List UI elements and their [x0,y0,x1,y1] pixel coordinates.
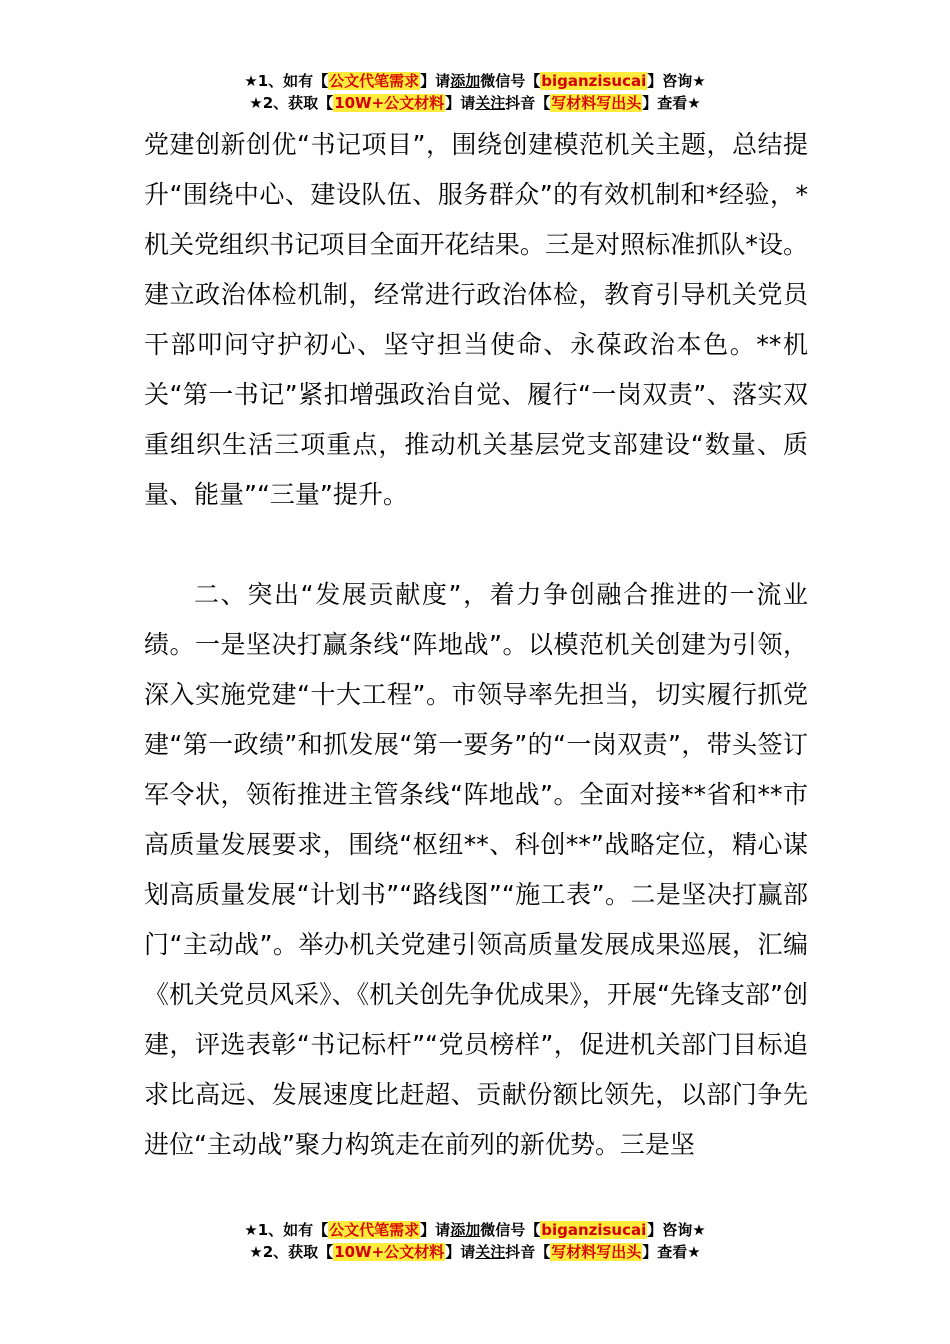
paragraph-2: 二、突出“发展贡献度”，着力争创融合推进的一流业绩。一是坚决打赢条线“阵地战”。以模范机关创建为引领，深入实施党建“十大工程”。市领导率先担当，切实履行抓党建“第一政绩”和抓发展“第一要务”的“一岗双责”，带头签订军令状，领衔推进主管条线“阵地战”。全面对接**省和**市高质量发展要求，围绕“枢纽**、科创**”战略定位，精心谋划高质量发展“计划书”“路线图”“施工表”。二是坚决打赢部门“主动战”。举办机关党建引领高质量发展成果巡展，汇编《机关党员风采》、《机关创先争优成果》，开展“先锋支部”创建，评选表彰“书记标杆”“党员榜样”，促进机关部门目标追求比高远、发展速度比赶超、贡献份额比领先，以部门争先进位“主动战”聚力构筑走在前列的新优势。三是坚 [144,580,808,1159]
banner-text: 】咨询★ [647,72,706,90]
banner-highlight: 写材料写出头 [551,94,642,112]
banner-line-1 [0,70,950,92]
banner-underlined: 关注 [475,94,506,112]
banner-text: ★1、如有【 [244,1221,329,1239]
banner-text: 微信号【 [480,72,541,90]
banner-highlight: 10W+公文材料 [334,94,445,112]
banner-text: 】请 [445,94,476,112]
banner-text: 】查看★ [642,94,701,112]
banner-text: 】请 [420,72,451,90]
document-body [144,120,808,1170]
banner-highlight: biganzisucai [541,72,647,90]
banner-underlined: 关注 [475,1243,506,1261]
banner-text: 】查看★ [642,1243,701,1261]
banner-line-1 [0,1219,950,1241]
banner-underlined: 添加 [450,1221,481,1239]
banner-line-2 [0,1241,950,1263]
paragraph-gap [144,520,808,570]
paragraph-1: 党建创新创优“书记项目”，围绕创建模范机关主题，总结提升“围绕中心、建设队伍、服务群众”的有效机制和*经验，*机关党组织书记项目全面开花结果。三是对照标准抓队*设。建立政治体检机制，经常进行政治体检，教育引导机关党员干部叩问守护初心、坚守担当使命、永葆政治本色。**机关“第一书记”紧扣增强政治自觉、履行“一岗双责”、落实双重组织生活三项重点，推动机关基层党支部建设“数量、质量、能量”“三量”提升。 [144,130,808,509]
banner-text: ★2、获取【 [249,94,334,112]
banner-text: 微信号【 [480,1221,541,1239]
banner-text: ★2、获取【 [249,1243,334,1261]
banner-highlight: 10W+公文材料 [334,1243,445,1261]
banner-text: 】咨询★ [647,1221,706,1239]
banner-highlight: 写材料写出头 [551,1243,642,1261]
header-banner [0,70,950,114]
banner-underlined: 添加 [450,72,481,90]
banner-highlight: 公文代笔需求 [329,1221,420,1239]
banner-text: 】请 [445,1243,476,1261]
banner-highlight: biganzisucai [541,1221,647,1239]
banner-line-2 [0,92,950,114]
banner-text: 抖音【 [505,1243,551,1261]
footer-banner [0,1219,950,1263]
banner-text: ★1、如有【 [244,72,329,90]
banner-highlight: 公文代笔需求 [329,72,420,90]
banner-text: 】请 [420,1221,451,1239]
banner-text: 抖音【 [505,94,551,112]
